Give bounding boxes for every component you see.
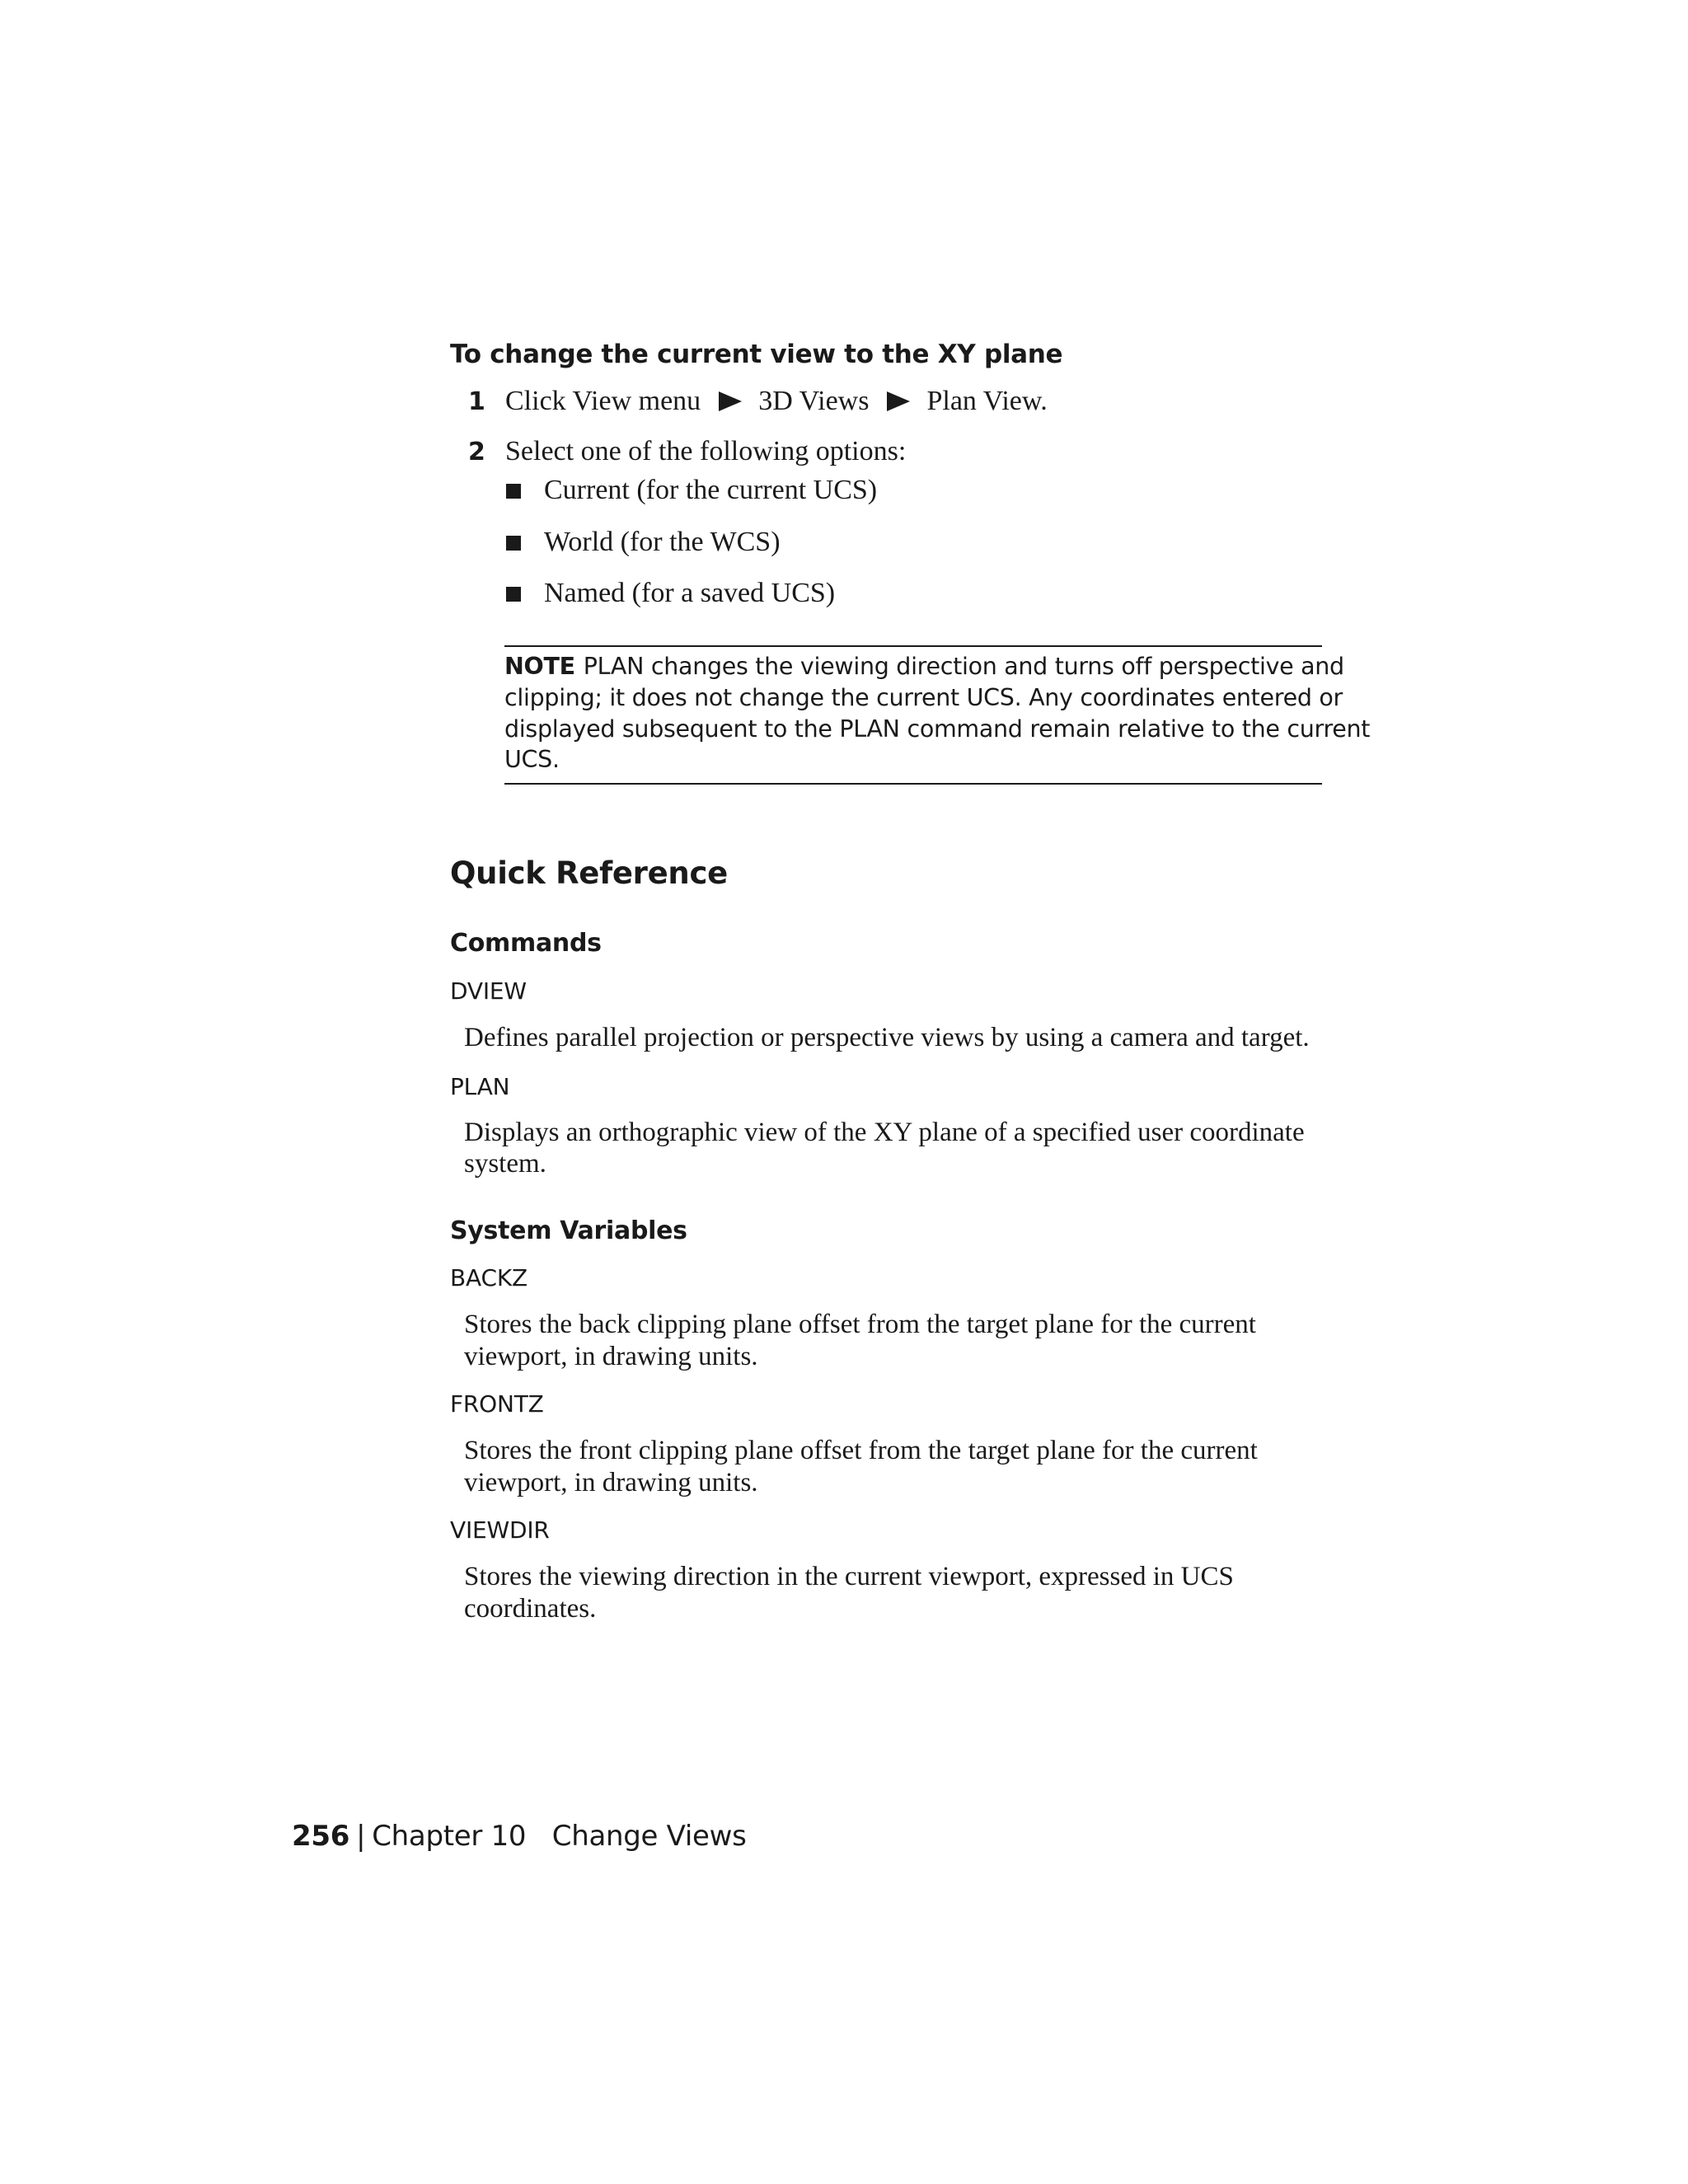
page-footer [292, 1820, 747, 1853]
menu-path-part-3: Plan View. [926, 386, 1048, 416]
note-top-rule [504, 645, 1322, 647]
step-1-number: 1 [468, 387, 485, 416]
note-bottom-rule [504, 783, 1322, 785]
sysvar-def-viewdir-line-2: coordinates. [464, 1594, 597, 1624]
sysvar-term-viewdir: VIEWDIR [450, 1516, 550, 1544]
procedure-heading: To change the current view to the XY plane [450, 340, 1063, 369]
option-current: Current (for the current UCS) [544, 475, 878, 505]
sysvar-def-frontz-line-2: viewport, in drawing units. [464, 1468, 758, 1497]
bullet-square-icon [506, 484, 521, 499]
menu-path-part-1: Click View menu [505, 386, 701, 416]
bullet-square-icon [506, 587, 521, 602]
note-line-4: UCS. [504, 746, 560, 773]
commands-heading: Commands [450, 929, 602, 958]
page-number: 256 [292, 1820, 350, 1853]
footer-separator: | [356, 1820, 366, 1853]
note-line-3: displayed subsequent to the PLAN command remain relative to the current [504, 715, 1371, 743]
footer-chapter-title: Change Views [551, 1820, 747, 1853]
note-line-2: clipping; it does not change the current UCS. Any coordinates entered or [504, 684, 1343, 711]
menu-arrow-icon [719, 391, 742, 411]
menu-arrow-icon [887, 391, 910, 411]
menu-path-part-2: 3D Views [758, 386, 870, 416]
system-variables-heading: System Variables [450, 1216, 687, 1245]
note-label: NOTE [504, 653, 575, 680]
sysvar-def-backz-line-2: viewport, in drawing units. [464, 1342, 758, 1371]
sysvar-term-frontz: FRONTZ [450, 1390, 544, 1418]
sysvar-def-viewdir-line-1: Stores the viewing direction in the current viewport, expressed in UCS [464, 1562, 1234, 1591]
note-line-1: NOTE PLAN changes the viewing direction and turns off perspective and [504, 653, 1344, 680]
step-2-text: Select one of the following options: [505, 436, 907, 466]
option-world: World (for the WCS) [544, 527, 781, 557]
sysvar-term-backz: BACKZ [450, 1264, 528, 1291]
command-term-plan: PLAN [450, 1073, 510, 1100]
bullet-square-icon [506, 536, 521, 551]
footer-chapter: Chapter 10 [372, 1820, 527, 1853]
command-term-dview: DVIEW [450, 977, 527, 1005]
command-def-plan-line-2: system. [464, 1149, 546, 1179]
command-def-plan-line-1: Displays an orthographic view of the XY plane of a specified user coordinate [464, 1118, 1305, 1147]
step-2-number: 2 [468, 438, 485, 466]
sysvar-def-backz-line-1: Stores the back clipping plane offset from the target plane for the current [464, 1310, 1256, 1339]
step-1-text [505, 386, 1048, 417]
command-def-dview: Defines parallel projection or perspective views by using a camera and target. [464, 1023, 1310, 1052]
sysvar-def-frontz-line-1: Stores the front clipping plane offset from the target plane for the current [464, 1436, 1258, 1465]
quick-reference-title: Quick Reference [450, 855, 728, 891]
option-named: Named (for a saved UCS) [544, 578, 836, 608]
